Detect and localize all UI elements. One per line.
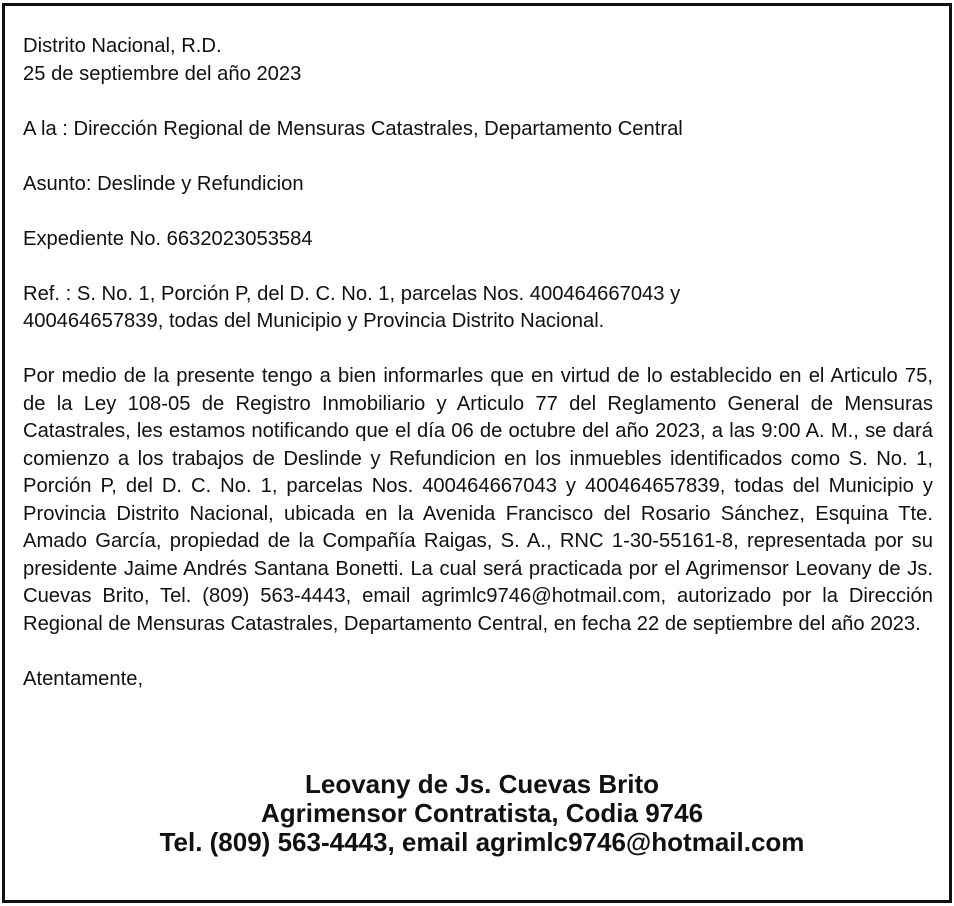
recipient-block bbox=[23, 116, 933, 144]
case-number-line: Expediente No. 6632023053584 bbox=[23, 227, 313, 250]
notice-frame bbox=[2, 3, 952, 903]
letter-content bbox=[23, 33, 933, 721]
signature-title: Agrimensor Contratista, Codia 9746 bbox=[260, 798, 704, 828]
signature-name: Leovany de Js. Cuevas Brito bbox=[304, 769, 660, 799]
subject-line: Asunto: Deslinde y Refundicion bbox=[23, 172, 304, 195]
signature-contact: Tel. (809) 563-4443, email agrimlc9746@hotmail.com bbox=[159, 827, 805, 857]
recipient-line: A la : Dirección Regional de Mensuras Catastrales, Departamento Central bbox=[23, 117, 683, 140]
reference-line-1: Ref. : S. No. 1, Porción P, del D. C. No. 1, parcelas Nos. 400464667043 y bbox=[23, 282, 681, 305]
signature-block bbox=[5, 770, 954, 857]
body-block bbox=[23, 363, 933, 638]
city-line: Distrito Nacional, R.D. bbox=[23, 35, 222, 57]
body-paragraph: Por medio de la presente tengo a bien informarles que en virtud de lo establecido en el Articulo 75, de la Ley 108-05 de Registro Inmobiliario y Articulo 77 del Reglamento General de Mensuras Catastrales, les estamos notificando que el día 06 de octubre del año 2023, a las 9:00 A. M., se dará comienzo a los trabajos de Deslinde y Refundicion en los inmuebles identificados como S. No. 1, Porción P, del D. C. No. 1, parcelas Nos. 400464667043 y 400464657839, todas del Municipio y Provincia Distrito Nacional, ubicada en la Avenida Francisco del Rosario Sánchez, Esquina Tte. Amado García, propiedad de la Compañía Raigas, S. A., RNC 1-30-55161-8, representada por su presidente Jaime Andrés Santana Bonetti. La cual será practicada por el Agrimensor Leovany de Js. Cuevas Brito, Tel. (809) 563-4443, email agrimlc9746@hotmail.com, autorizado por la Dirección Regional de Mensuras Catastrales, Departamento Central, en fecha 22 de septiembre del año 2023. bbox=[23, 365, 933, 635]
closing-block bbox=[23, 666, 933, 694]
reference-block bbox=[23, 281, 933, 336]
case-block bbox=[23, 226, 933, 254]
subject-block bbox=[23, 171, 933, 199]
header-block bbox=[23, 33, 933, 88]
reference-line-2: 400464657839, todas del Municipio y Provincia Distrito Nacional. bbox=[23, 310, 605, 332]
date-line: 25 de septiembre del año 2023 bbox=[23, 62, 302, 85]
closing-line: Atentamente, bbox=[23, 667, 144, 690]
